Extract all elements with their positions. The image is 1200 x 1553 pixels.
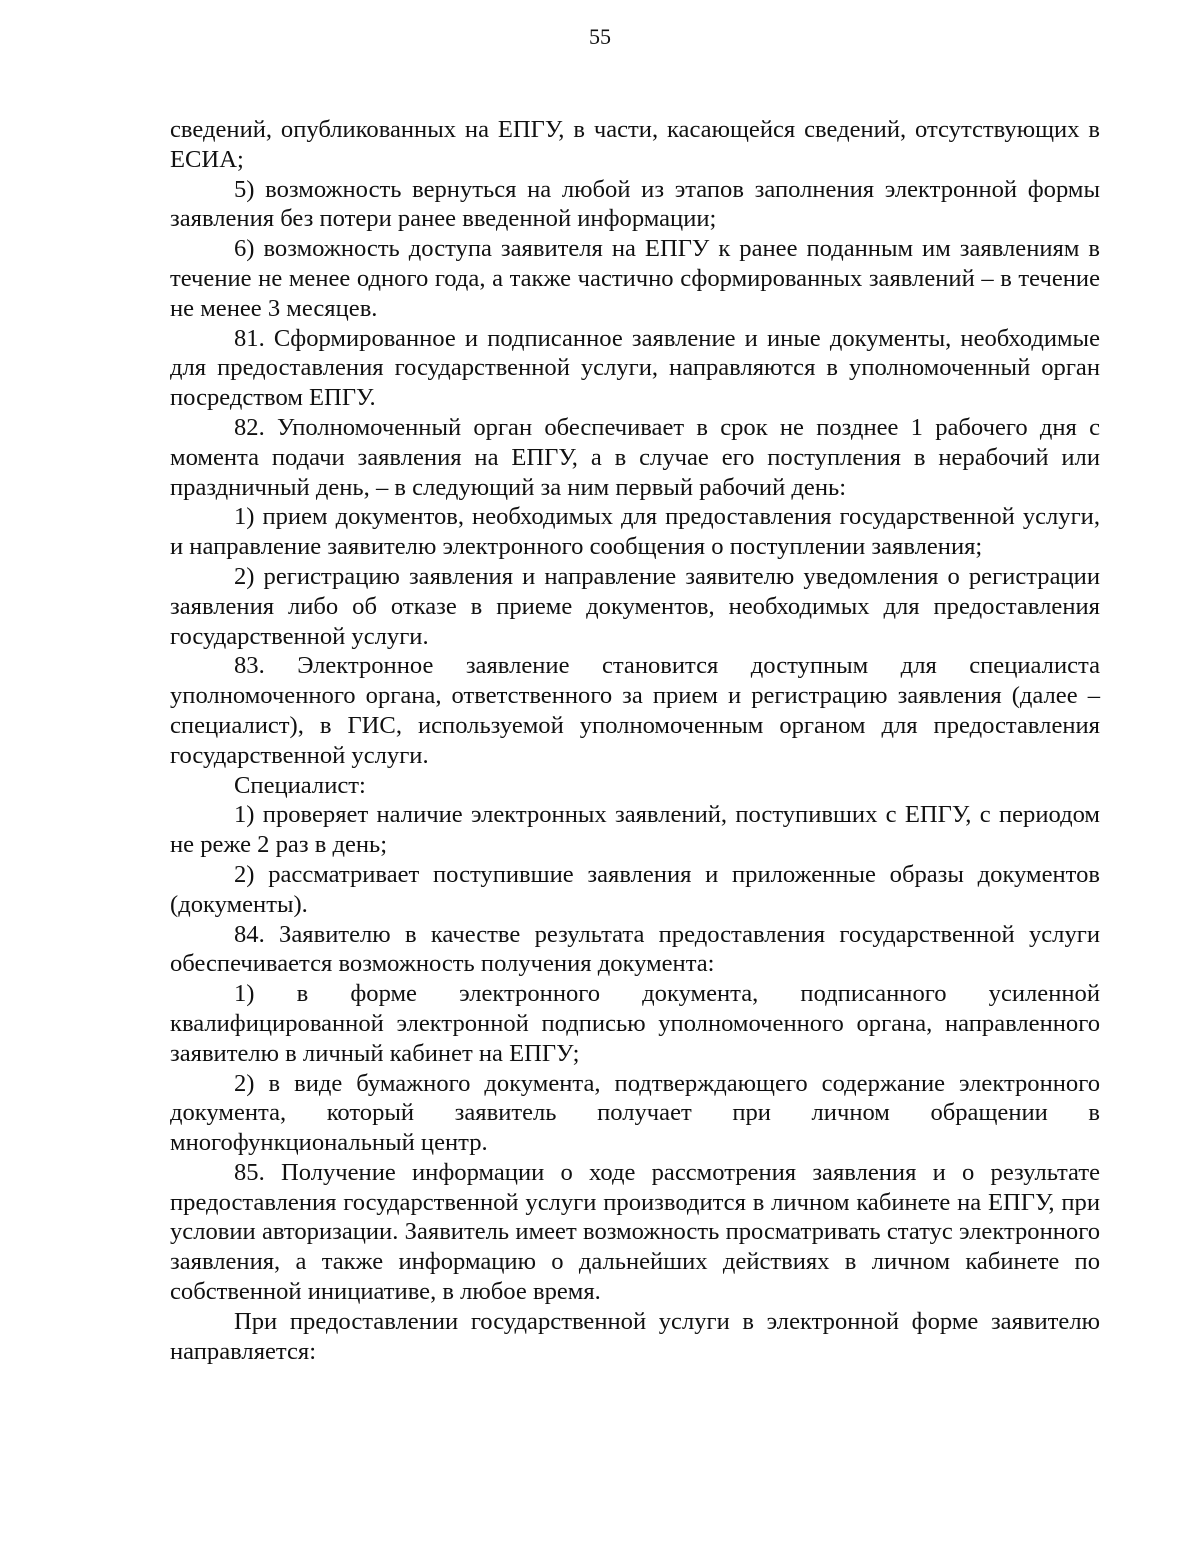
paragraph-81: 81. Сформированное и подписанное заявление и иные документы, необходимые для предоставления государственной услуги, направляются в уполномоченный орган посредством ЕПГУ. [170, 324, 1100, 412]
paragraph-specialist-heading: Специалист: [234, 771, 366, 799]
paragraph-specialist-item-2: 2) рассматривает поступившие заявления и приложенные образы документов (документы). [170, 860, 1100, 918]
paragraph-final: При предоставлении государственной услуги в электронной форме заявителю направляется: [170, 1307, 1100, 1365]
paragraph-continuation: сведений, опубликованных на ЕПГУ, в части, касающейся сведений, отсутствующих в ЕСИА; [170, 116, 1100, 173]
page-number: 55 [589, 24, 611, 49]
paragraph-83: 83. Электронное заявление становится доступным для специалиста уполномоченного органа, ответственного за прием и регистрацию заявления (далее – специалист), в ГИС, используемой уполномоченным органом для предоставления государственной услуги. [170, 652, 1100, 769]
paragraph-82-item-2: 2) регистрацию заявления и направление заявителю уведомления о регистрации заявления либо об отказе в приеме документов, необходимых для предоставления государственной услуги. [170, 562, 1100, 650]
paragraph-82-item-1: 1) прием документов, необходимых для предоставления государственной услуги, и направление заявителю электронного сообщения о поступлении заявления; [170, 503, 1100, 561]
paragraph-item-6: 6) возможность доступа заявителя на ЕПГУ к ранее поданным им заявлениям в течение не менее одного года, а также частично сформированных заявлений – в течение не менее 3 месяцев. [170, 235, 1100, 322]
paragraph-82: 82. Уполномоченный орган обеспечивает в срок не позднее 1 рабочего дня с момента подачи заявления на ЕПГУ, а в случае его поступления в нерабочий или праздничный день, – в следующий за ним первый рабочий день: [170, 413, 1100, 501]
document-body [170, 115, 1100, 1366]
paragraph-85: 85. Получение информации о ходе рассмотрения заявления и о результате предоставления государственной услуги производится в личном кабинете на ЕПГУ, при условии авторизации. Заявитель имеет возможность просматривать статус электронного заявления, а также информацию о дальнейших действиях в личном кабинете по собственной инициативе, в любое время. [170, 1158, 1100, 1306]
paragraph-item-5: 5) возможность вернуться на любой из этапов заполнения электронной формы заявления без потери ранее введенной информации; [170, 175, 1100, 233]
paragraph-84: 84. Заявителю в качестве результата предоставления государственной услуги обеспечивается возможность получения документа: [170, 920, 1100, 978]
paragraph-specialist-item-1: 1) проверяет наличие электронных заявлений, поступивших с ЕПГУ, с периодом не реже 2 раз в день; [170, 801, 1100, 859]
paragraph-84-item-1: 1) в форме электронного документа, подписанного усиленной квалифицированной электронной подписью уполномоченного органа, направленного заявителю в личный кабинет на ЕПГУ; [170, 980, 1100, 1067]
paragraph-84-item-2: 2) в виде бумажного документа, подтверждающего содержание электронного документа, который заявитель получает при личном обращении в многофункциональный центр. [170, 1069, 1100, 1157]
